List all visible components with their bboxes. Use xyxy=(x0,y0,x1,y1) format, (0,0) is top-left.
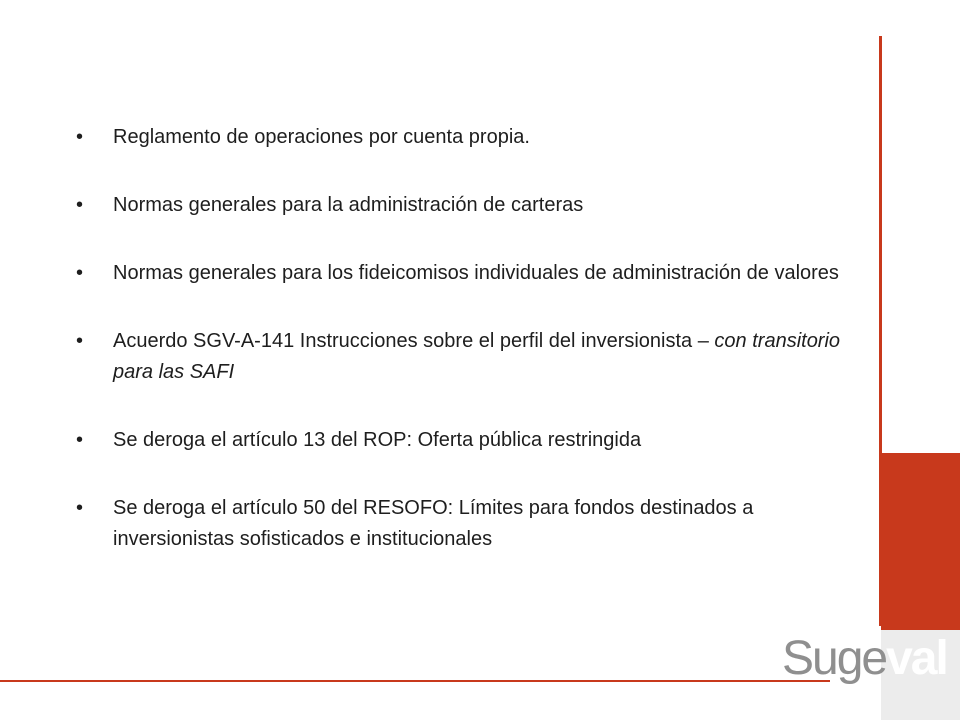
bullet-item xyxy=(76,326,866,388)
logo-part-suge: Suge xyxy=(782,632,887,685)
bullet-dot-icon: • xyxy=(76,194,84,216)
bullet-item xyxy=(76,493,866,555)
bullet-item xyxy=(76,425,866,456)
sugeval-logo xyxy=(782,628,960,690)
bullet-text: Normas generales para la administración de carteras xyxy=(113,194,584,216)
bullet-list xyxy=(76,122,866,592)
bullet-dot-icon: • xyxy=(76,126,84,148)
bullet-text: Normas generales para los fideicomisos individuales de administración de valores xyxy=(113,262,839,284)
bullet-item xyxy=(76,190,866,221)
logo-part-val: val xyxy=(886,632,947,685)
bullet-item xyxy=(76,258,866,289)
horizontal-accent-line xyxy=(0,680,830,682)
bullet-text: Se deroga el artículo 13 del ROP: Oferta pública restringida xyxy=(113,429,642,451)
bullet-emphasis: con transitorio para las SAFI xyxy=(113,330,841,383)
bullet-text: Acuerdo SGV-A-141 Instrucciones sobre el perfil del inversionista – xyxy=(113,330,715,352)
bullet-dot-icon: • xyxy=(76,429,84,451)
bullet-text: Se deroga el artículo 50 del RESOFO: Límites para fondos destinados a inversionistas sofisticados e institucionales xyxy=(113,497,754,550)
bullet-text: Reglamento de operaciones por cuenta propia. xyxy=(113,126,530,148)
bullet-item xyxy=(76,122,866,153)
bullet-dot-icon: • xyxy=(76,262,84,284)
bullet-dot-icon: • xyxy=(76,497,84,519)
bullet-dot-icon: • xyxy=(76,330,84,352)
